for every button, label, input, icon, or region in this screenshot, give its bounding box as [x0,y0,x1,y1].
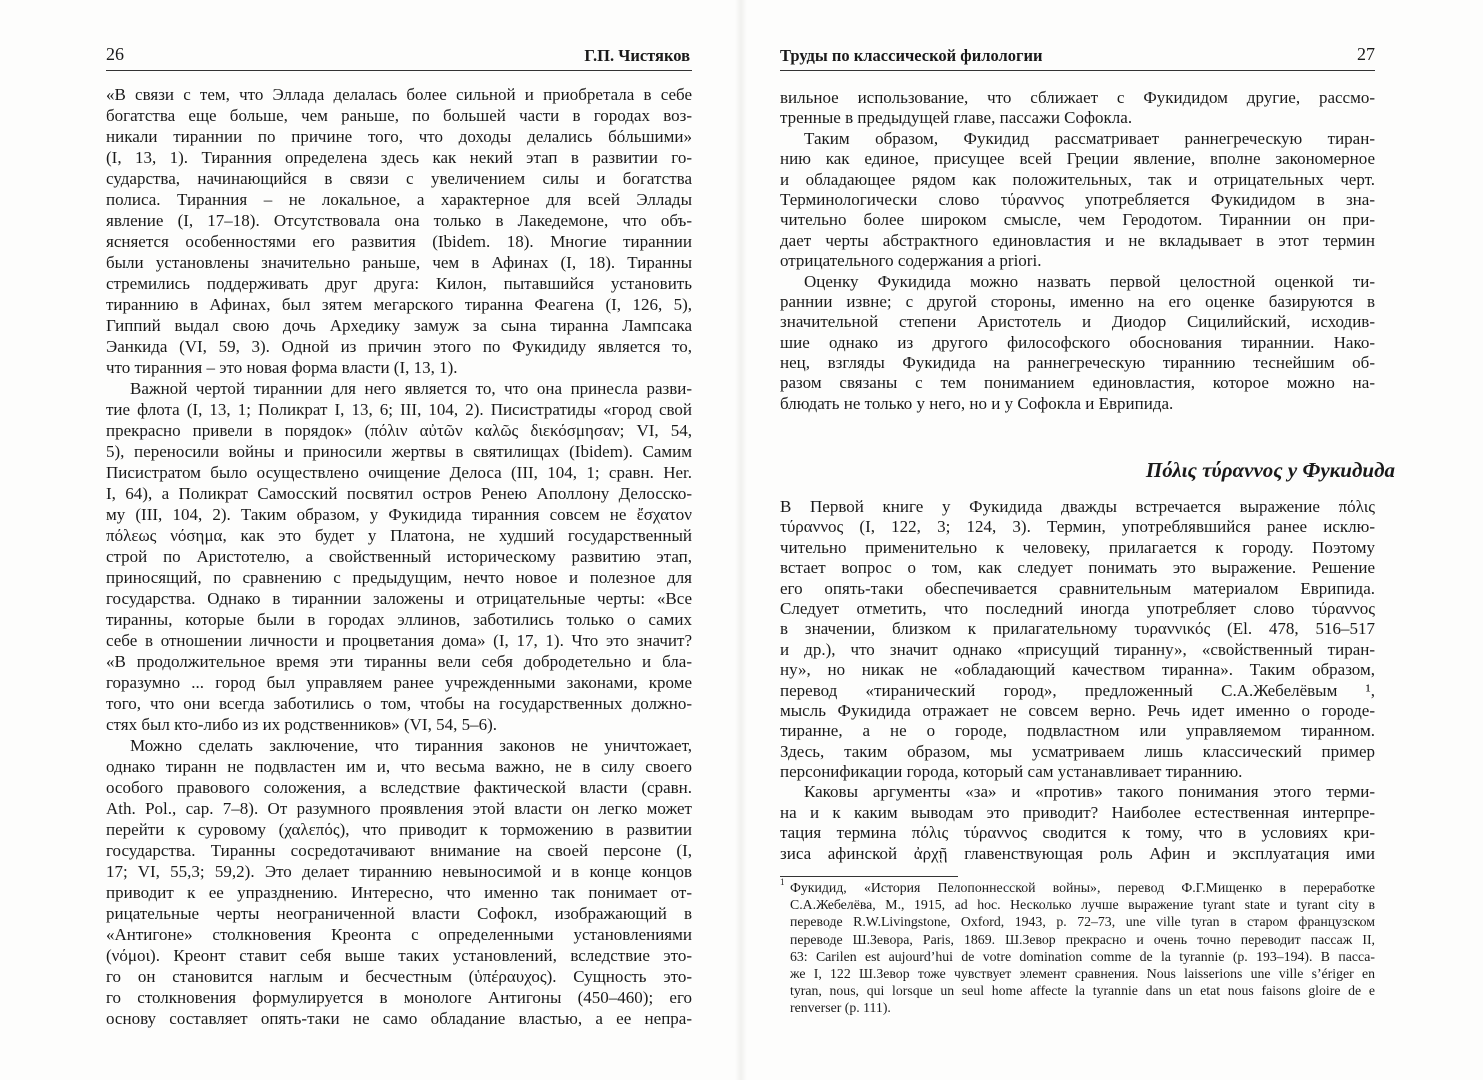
text-line: «В продолжительное время эти тиранны вели себя добродетельно и бла- [106,652,692,671]
text-line: значительной степени Аристотель и Диодор Сицилийский, исходив- [780,312,1375,332]
text-line: перейти к суровому (χαλεπός), что приводит к торможению в развитии [106,820,692,839]
footnote-line: Фукидид, «История Пелопоннесской войны», перевод Ф.Г.Мищенко в переработке [790,880,1375,895]
left-page-body [106,84,692,1029]
text-line: нец, взгляды Фукидида на раннегреческую тираннию теснейшим об- [780,353,1375,373]
text-line: его опять-таки обеспечивается сравнительным материалом Еврипида. [780,578,1375,598]
text-line: Можно сделать заключение, что тиранния законов не уничтожает, [130,736,692,755]
text-line: ясняется особенностями его развития (Ibidem. 18). Многие тираннии [106,232,692,251]
text-line: I, 64), а Поликрат Самосский посвятил остров Ренею Аполлону Делосско- [106,484,692,503]
text-line: были установлены значительно раньше, чем в Афинах (I, 18). Тиранны [106,253,692,272]
text-line: отрицательного содержания a priori. [780,251,1042,271]
text-line: 17; VI, 55,3; 59,2). Это делает тираннию невыносимой и в конце концов [106,862,692,881]
text-line: чительно применительно к человеку, прилагается к городу. Поэтому [780,537,1375,557]
paragraph [106,735,692,1029]
text-line: Здесь, таким образом, мы усматриваем лишь классический пример [780,741,1375,761]
text-line: стях был кто-либо из их родственников» (VI, 54, 5–6). [106,715,497,734]
text-line: Писистратом было осуществлено очищение Делоса (III, 104, 1; сравн. Her. [106,463,692,482]
text-line: Терминологически слово τύραννος употребляется Фукидидом в зна- [780,189,1375,209]
text-line: дает черты абстрактного единовластия и не вкладывает в этот термин [780,230,1375,250]
text-line: тираннию в Афинах, был зятем мегарского тиранна Феагена (I, 126, 5), [106,295,692,314]
footnote [780,877,1375,1017]
text-line: однако тиранн не подвластен им и, что весьма важно, не в силу своего [106,757,692,776]
text-line: персонификации города, который сам устанавливает тираннию. [780,762,1243,782]
text-line: на и к каким выводам это приводит? Наиболее естественная интерпре- [780,802,1375,822]
footnote-rule [780,876,958,877]
text-line: Важной чертой тираннии для него является то, что она принесла разви- [130,379,692,398]
text-line: что тиранния – это новая форма власти (I, 13, 1). [106,358,458,377]
text-line: мысль Фукидида отражает не совсем верно. Речь идет именно о городе- [780,700,1375,720]
text-line: πόλεως νόσημα, как это будет у Платона, не худший государственный [106,526,692,545]
paragraph [106,84,692,378]
text-line: богатства еще больше, чем раньше, по большей части в городах воз- [106,106,692,125]
text-line: (I, 13, 1). Тиранния определена здесь как некий этап в развитии го- [106,148,692,167]
text-line: основу составляет опять-таки не само обладание властью, а ее непра- [106,1009,692,1028]
text-line: строй по Аристотелю, а свойственный историческому развитию этап, [106,547,692,566]
right-page-body-top [780,88,1375,414]
text-line: приводит к ее упразднению. Интересно, что именно так понимает от- [106,883,692,902]
text-line: себе в отношении личности и процветания дома» (I, 17, 1). Что это значит? [106,631,692,650]
text-line: В Первой книге у Фукидида дважды встречается выражение πόλις [780,497,1375,516]
footnote-line: renverser (p. 111). [790,1000,891,1016]
text-line: го столкновения формулируется в монологе Антигоны (450–460); его [106,988,692,1007]
text-line: тация термина πόλις τύραννος сводится к тому, что в условиях кри- [780,823,1375,843]
text-line: «В связи с тем, что Эллада делалась более сильной и приобретала в себе [106,85,692,104]
text-line: горазумно ... город был управляем ранее учрежденными законами, кроме [106,673,692,692]
text-line: нию как единое, присущее всей Греции явление, вполне закономерное [780,149,1375,169]
text-line: стремились поддерживать друг друга: Килон, пытавшийся установить [106,274,692,293]
text-line: «Антигоне» столкновения Креонта с определенными установлениями [106,925,692,944]
text-line: му (III, 104, 2). Таким образом, у Фукидида тиранния совсем не ἔσχατον [106,505,692,524]
text-line: перевод «тиранический город», предложенный С.А.Жебелёвым ¹, [780,680,1375,700]
footnote-line: 63: Carilen est aujourd’hui de votre domination comme de la tyrannie (p. 193–194). В пасса- [790,948,1375,964]
paragraph [780,88,1375,129]
paragraph [106,378,692,735]
book-gutter [735,0,747,1080]
text-line: Каковы аргументы «за» и «против» такого понимания этого терми- [804,782,1375,802]
text-line: полиса. Тиранния – не локальное, а характерное для всей Эллады [106,190,692,209]
text-line: встает вопрос о том, как следует понимать это выражение. Решение [780,558,1375,578]
paragraph [780,497,1375,782]
text-line: чительно более широком смысле, чем Геродотом. Тираннии он при- [780,210,1375,230]
text-line: в значении, близком к прилагательному τυραννικός (El. 478, 516–517 [780,619,1375,639]
footnote-line: tyran, nous, qui lorsque un seul home affecte la tyrannie dans un etat nous faisons gloire de e [790,983,1375,999]
text-line: Следует отметить, что последний иногда употребляет слово τύραννος [780,598,1375,618]
text-line: блюдать не только у него, но и у Софокла и Еврипида. [780,393,1174,413]
right-page-number: 27 [1357,44,1375,64]
text-line: шие однако из другого философского обоснования тираннии. Нако- [780,332,1375,352]
text-line: тренные в предыдущей главе, пассажи Софокла. [780,108,1133,128]
text-line: приносящий, по сравнению с предыдущим, нечто новое и полезное для [106,568,692,587]
section-heading: Πόλις τύραννος у Фукидида [1145,458,1395,482]
footnote-line: же I, 122 Ш.Зевор тоже чувствует элемент сравнения. Nous laisserions une ville s’ériger en [790,965,1375,981]
text-line: и обладающее рядом как положительных, так и отрицательных черт. [780,169,1375,189]
text-line: Эанкида (VI, 59, 3). Одной из причин этого по Фукидиду является то, [106,337,692,356]
footnote-line: переводе Ш.Зевора, Paris, 1869. Ш.Зевор прекрасно и очень точно переводит пассаж II, [790,931,1375,947]
text-line: тиранны, которые были в городах эллинов, заботились только о самих [106,610,692,629]
text-line: Оценку Фукидида можно назвать первой целостной оценкой ти- [804,271,1375,291]
text-line: государства. Тиранны сосредотачивают внимание на своей персоне (I, [106,841,692,860]
footnote-marker: 1 [780,877,785,887]
text-line: и др.), что значит однако «присущий тиранну», «свойственный тиран- [780,639,1375,659]
text-line: тие флота (I, 13, 1; Поликрат I, 13, 6; III, 104, 2). Писистратиды «город свой [106,400,692,419]
left-running-head: Г.П. Чистяков [584,46,690,65]
text-line: (νόμοι). Креонт ставит себя выше таких установлений, вследствие это- [106,946,692,965]
left-header-rule [106,70,692,71]
paragraph [780,129,1375,272]
text-line: разом связаны с тем пониманием единовластия, которое можно на- [780,373,1375,393]
text-line: прекрасно привели в порядок» (πόλιν αὐτῶν καλῶς διεκόσμησαν; VI, 54, [106,421,692,440]
text-line: раннии извне; с другой стороны, именно на его оценке базируются в [780,291,1375,311]
text-line: сударства, начинающийся в связи с увеличением силы и богатства [106,169,692,188]
right-running-head: Труды по классической филологии [780,46,1043,65]
text-line: того, что они всегда заботились о том, чтобы на государственных должно- [106,694,692,713]
text-line: τύραννος (I, 122, 3; 124, 3). Термин, употреблявшийся ранее исклю- [780,517,1375,537]
text-line: го он становится наглым и бесчестным (ὑπέραυχος). Сущность это- [106,967,692,986]
paragraph [780,272,1375,415]
text-line: явление (I, 17–18). Отсутствовала она только в Лакедемоне, что объ- [106,211,692,230]
text-line: Ath. Pol., cap. 7–8). От разумного проявления этой власти он легко может [106,799,692,818]
text-line: Гиппий выдал свою дочь Архедику замуж за сына тиранна Лампсака [106,316,692,335]
footnote-line: С.А.Жебелёва, М., 1915, ad hoc. Несколько лучше выражение tyrant state и tyrant city в [790,897,1375,913]
right-header-rule [780,70,1375,71]
text-line: 5), переносили войны и приносили жертвы в святилищах (Ibidem). Самим [106,442,692,461]
left-page-number: 26 [106,44,124,64]
text-line: рицательные черты неограниченной власти Софокл, изображающий в [106,904,692,923]
text-line: ну», но никак не «обладающий качеством тиранна». Таким образом, [780,660,1375,680]
text-line: государства. Однако в тираннии заложены и отрицательные черты: «Все [106,589,692,608]
text-line: никали тираннии по причине того, что доходы делались бóльшими» [106,127,692,146]
footnote-line: переводе R.W.Livingstone, Oxford, 1943, p. 72–73, une ville tyran в старом французском [790,914,1375,930]
text-line: Таким образом, Фукидид рассматривает раннегреческую тиран- [804,128,1375,148]
right-page-body-bottom [780,497,1375,864]
text-line: зиса афинской ἀρχῇ главенствующая роль Афин и эксплуатация ими [780,843,1375,863]
text-line: вильное использование, что сближает с Фукидидом другие, рассмо- [780,88,1375,107]
text-line: тиранне, а не о городе, подвластном или управляемом тиранном. [780,721,1375,741]
text-line: особого правового соложения, а вследствие фактической власти (сравн. [106,778,692,797]
paragraph [780,782,1375,864]
